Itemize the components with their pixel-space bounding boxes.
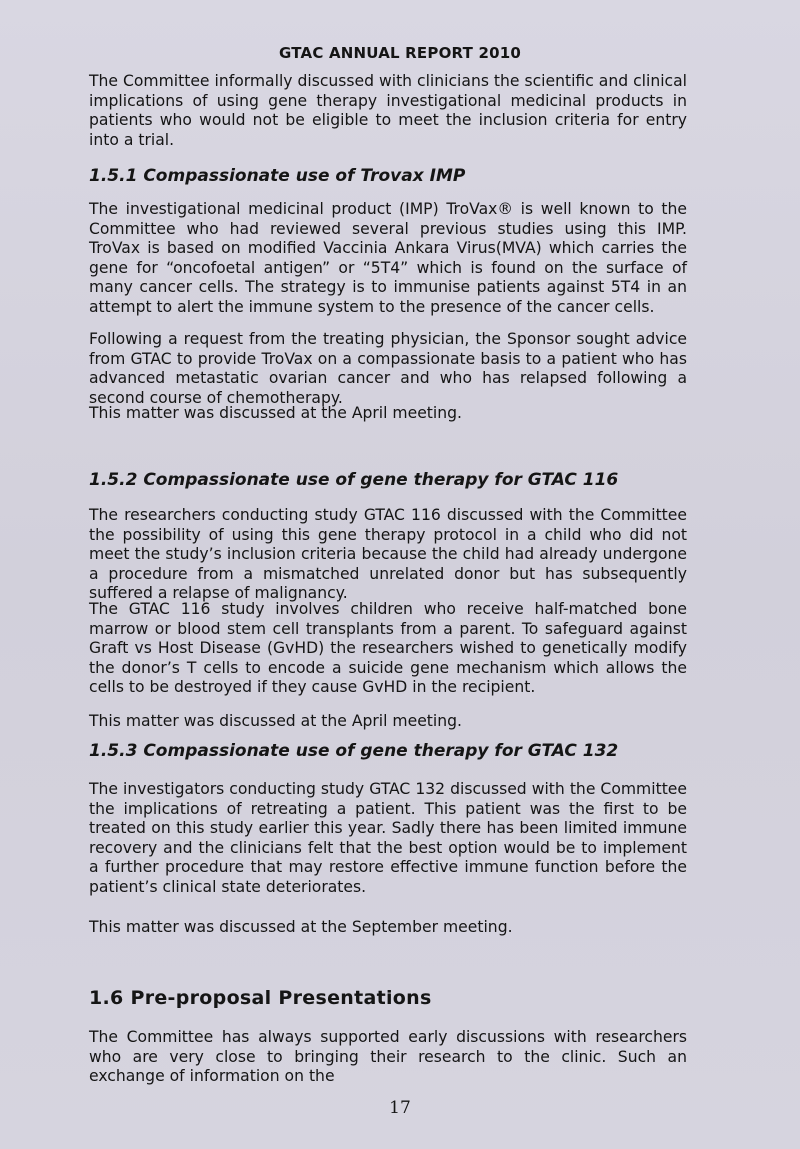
section-1-5-2-body-2 bbox=[89, 600, 687, 698]
section-heading: 1.6 Pre-proposal Presentations bbox=[89, 987, 432, 1009]
intro-section bbox=[89, 72, 687, 150]
section-paragraph: Following a request from the treating physician, the Sponsor sought advice from GTAC to provide TroVax on a compassionate basis to a patient who has advanced metastatic ovarian cancer and who has relapsed following a second course of chemotherapy. bbox=[89, 330, 687, 407]
section-heading: 1.5.3 Compassionate use of gene therapy for GTAC 132 bbox=[89, 741, 619, 761]
page-number: 17 bbox=[389, 1098, 411, 1118]
section-1-5-1 bbox=[89, 166, 687, 186]
page-header: GTAC ANNUAL REPORT 2010 bbox=[279, 44, 521, 62]
section-heading: 1.5.2 Compassionate use of gene therapy for GTAC 116 bbox=[89, 470, 619, 490]
section-1-5-1-body-3 bbox=[89, 404, 687, 424]
section-paragraph: The researchers conducting study GTAC 116 discussed with the Committee the possibility of using this gene therapy protocol in a child who did not meet the study’s inclusion criteria because the child had already undergone a procedure from a mismatched unrelated donor but has subsequently suffered a relapse of malignancy. bbox=[89, 506, 687, 603]
section-1-5-2-body bbox=[89, 506, 687, 604]
intro-paragraph: The Committee informally discussed with clinicians the scientific and clinical implications of using gene therapy investigational medicinal products in patients who would not be eligible to meet the inclusion criteria for entry into a trial. bbox=[89, 72, 687, 149]
section-paragraph: The Committee has always supported early discussions with researchers who are very close to bringing their research to the clinic. Such an exchange of information on the bbox=[89, 1028, 687, 1086]
section-1-6 bbox=[89, 987, 687, 1009]
section-paragraph: The GTAC 116 study involves children who receive half-matched bone marrow or blood stem cell transplants from a parent. To safeguard against Graft vs Host Disease (GvHD) the researchers wished to genetically modify the donor’s T cells to encode a suicide gene mechanism which allows the cells to be destroyed if they cause GvHD in the recipient. bbox=[89, 600, 687, 697]
section-1-5-3 bbox=[89, 741, 687, 761]
section-1-5-1-body-2 bbox=[89, 330, 687, 408]
section-heading: 1.5.1 Compassionate use of Trovax IMP bbox=[89, 166, 466, 186]
section-paragraph: This matter was discussed at the April meeting. bbox=[89, 404, 462, 422]
section-paragraph: The investigational medicinal product (IMP) TroVax® is well known to the Committee who had reviewed several previous studies using this IMP. TroVax is based on modified Vaccinia Ankara Virus(MVA) which carries the gene for “oncofoetal antigen” or “5T4” which is found on the surface of many cancer cells. The strategy is to immunise patients against 5T4 in an attempt to alert the immune system to the presence of the cancer cells. bbox=[89, 200, 687, 316]
section-paragraph: The investigators conducting study GTAC 132 discussed with the Committee the implications of retreating a patient. This patient was the first to be treated on this study earlier this year. Sadly there has been limited immune recovery and the clinicians felt that the best option would be to implement a further procedure that may restore effective immune function before the patient’s clinical state deteriorates. bbox=[89, 780, 687, 896]
section-1-5-3-body-2 bbox=[89, 918, 687, 938]
section-paragraph: This matter was discussed at the April meeting. bbox=[89, 712, 462, 730]
section-1-5-2-body-3 bbox=[89, 712, 687, 732]
section-paragraph: This matter was discussed at the September meeting. bbox=[89, 918, 513, 936]
section-1-5-1-body bbox=[89, 200, 687, 318]
section-1-6-body bbox=[89, 1028, 687, 1087]
section-1-5-3-body bbox=[89, 780, 687, 898]
section-1-5-2 bbox=[89, 470, 687, 490]
